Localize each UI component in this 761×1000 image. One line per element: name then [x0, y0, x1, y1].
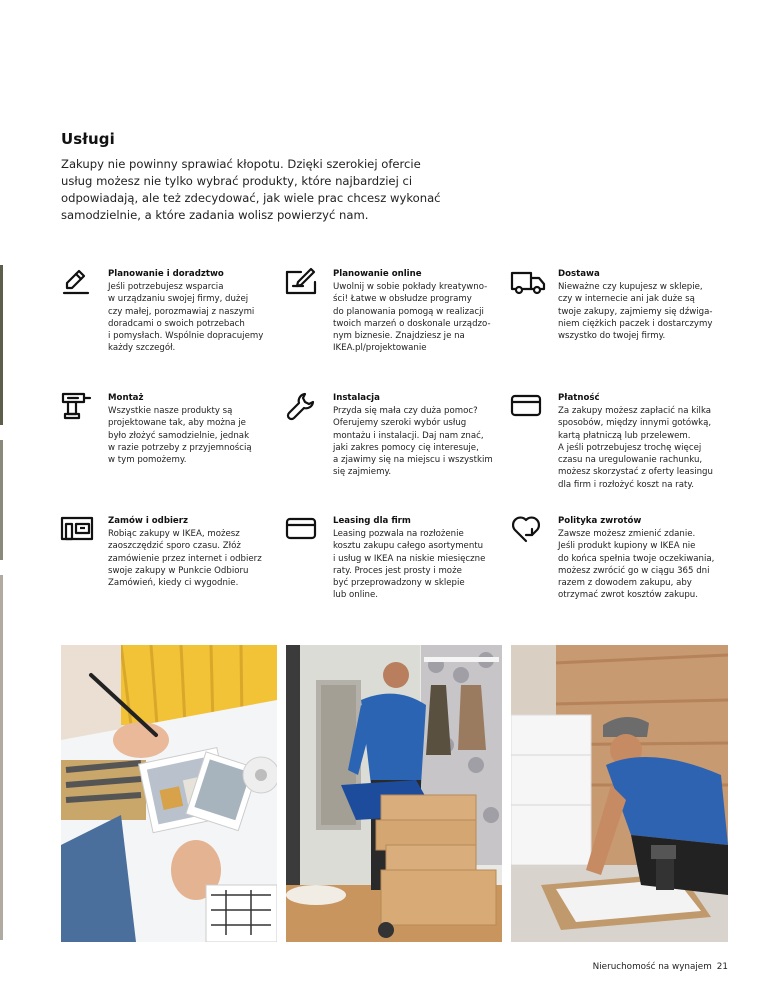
service-leasing [333, 515, 503, 602]
page-number: 21 [716, 962, 728, 972]
photo-delivery-worker [286, 645, 502, 942]
service-text: Jeśli potrzebujesz wsparcia w urządzaniu swojej firmy, dużej czy małej, porozmawiaj z naszymi doradcami o swoich potrzebach i pomysłach. Wspólnie dopracujemy każdy szczegół. [108, 282, 264, 354]
service-title: Dostawa [558, 269, 600, 279]
service-title: Leasing dla firm [333, 516, 411, 526]
service-text: Zawsze możesz zmienić zdanie. Jeśli produkt kupiony w IKEA nie do końca spełnia twoje oczekiwania, możesz zwrócić go w ciągu 365 dni razem z dowodem zakupu, aby otrzymać zwrot kosztów zakupu. [558, 529, 715, 601]
online-planner-icon [283, 266, 319, 298]
page-title: Usługi [61, 130, 115, 148]
service-planning [108, 268, 278, 355]
page-edge-strip [0, 265, 3, 425]
service-title: Zamów i odbierz [108, 516, 188, 526]
service-title: Polityka zwrotów [558, 516, 642, 526]
service-text: Za zakupy możesz zapłacić na kilka sposobów, między innymi gotówką, kartą płatniczą lub przelewem. A jeśli potrzebujesz trochę więcej czasu na uregulowanie rachunku, możesz skorzystać z oferty leasingu dla firm i rozłożyć koszt na raty. [558, 406, 713, 490]
page-edge-strip [0, 575, 3, 940]
page-footer [593, 962, 728, 972]
heart-return-icon [510, 513, 542, 545]
pencil-icon [60, 266, 92, 298]
service-text: Wszystkie nasze produkty są projektowane tak, aby można je było złożyć samodzielnie, jednak w razie potrzeby z przyjemnością w tym pomożemy. [108, 406, 252, 466]
wrench-icon [285, 390, 317, 422]
service-text: Leasing pozwala na rozłożenie kosztu zakupu całego asortymentu i usług w IKEA na niskie miesięczne raty. Proces jest prosty i może być przeprowadzony w sklepie lub online. [333, 529, 486, 601]
service-title: Montaż [108, 393, 144, 403]
service-payment [558, 392, 728, 491]
service-title: Płatność [558, 393, 600, 403]
service-order-pickup [108, 515, 278, 589]
service-installation [333, 392, 503, 479]
intro-paragraph: Zakupy nie powinny sprawiać kłopotu. Dzięki szerokiej ofercie usług możesz nie tylko wybrać produkty, które najbardziej ci odpowiadają, ale też zdecydować, jak wiele prac chcesz wykonać samodzielnie, a które zadania wolisz powierzyć nam. [61, 157, 441, 222]
service-title: Planowanie i doradztwo [108, 269, 224, 279]
service-text: Nieważne czy kupujesz w sklepie, czy w internecie ani jak duże są twoje zakupy, zajmiemy się dźwiga- niem ciężkich paczek i dostarczymy wszystko do twojej firmy. [558, 282, 713, 342]
photo-assembly-worker [511, 645, 728, 942]
service-returns [558, 515, 728, 602]
service-assembly [108, 392, 278, 466]
footer-label: Nieruchomość na wynajem [592, 962, 712, 972]
page-edge-strip [0, 440, 3, 560]
payment-card-icon [510, 390, 542, 422]
service-online-planning [333, 268, 503, 355]
service-delivery [558, 268, 728, 342]
service-text: Przyda się mała czy duża pomoc? Oferujemy szeroki wybór usług montażu i instalacji. Daj nam znać, jaki zakres pomocy cię interesuje, a zjawimy się na miejscu i wszystkim się zajmiemy. [333, 406, 493, 478]
delivery-truck-icon [509, 266, 547, 298]
store-pickup-icon [60, 513, 94, 545]
photo-planning-consultation [61, 645, 277, 942]
service-title: Planowanie online [333, 269, 422, 279]
drill-icon [60, 390, 92, 422]
leasing-card-icon [285, 513, 317, 545]
service-title: Instalacja [333, 393, 380, 403]
service-text: Robiąc zakupy w IKEA, możesz zaoszczędzić sporo czasu. Złóż zamówienie przez internet i odbierz swoje zakupy w Punkcie Odbioru Zamówień, kiedy ci wygodnie. [108, 529, 262, 589]
service-text: Uwolnij w sobie pokłady kreatywno- ści! Łatwe w obsłudze programy do planowania pomogą w realizacji twoich marzeń o doskonale urządzo- nym biznesie. Znajdziesz je na IKEA.pl/projektowanie [333, 282, 491, 354]
